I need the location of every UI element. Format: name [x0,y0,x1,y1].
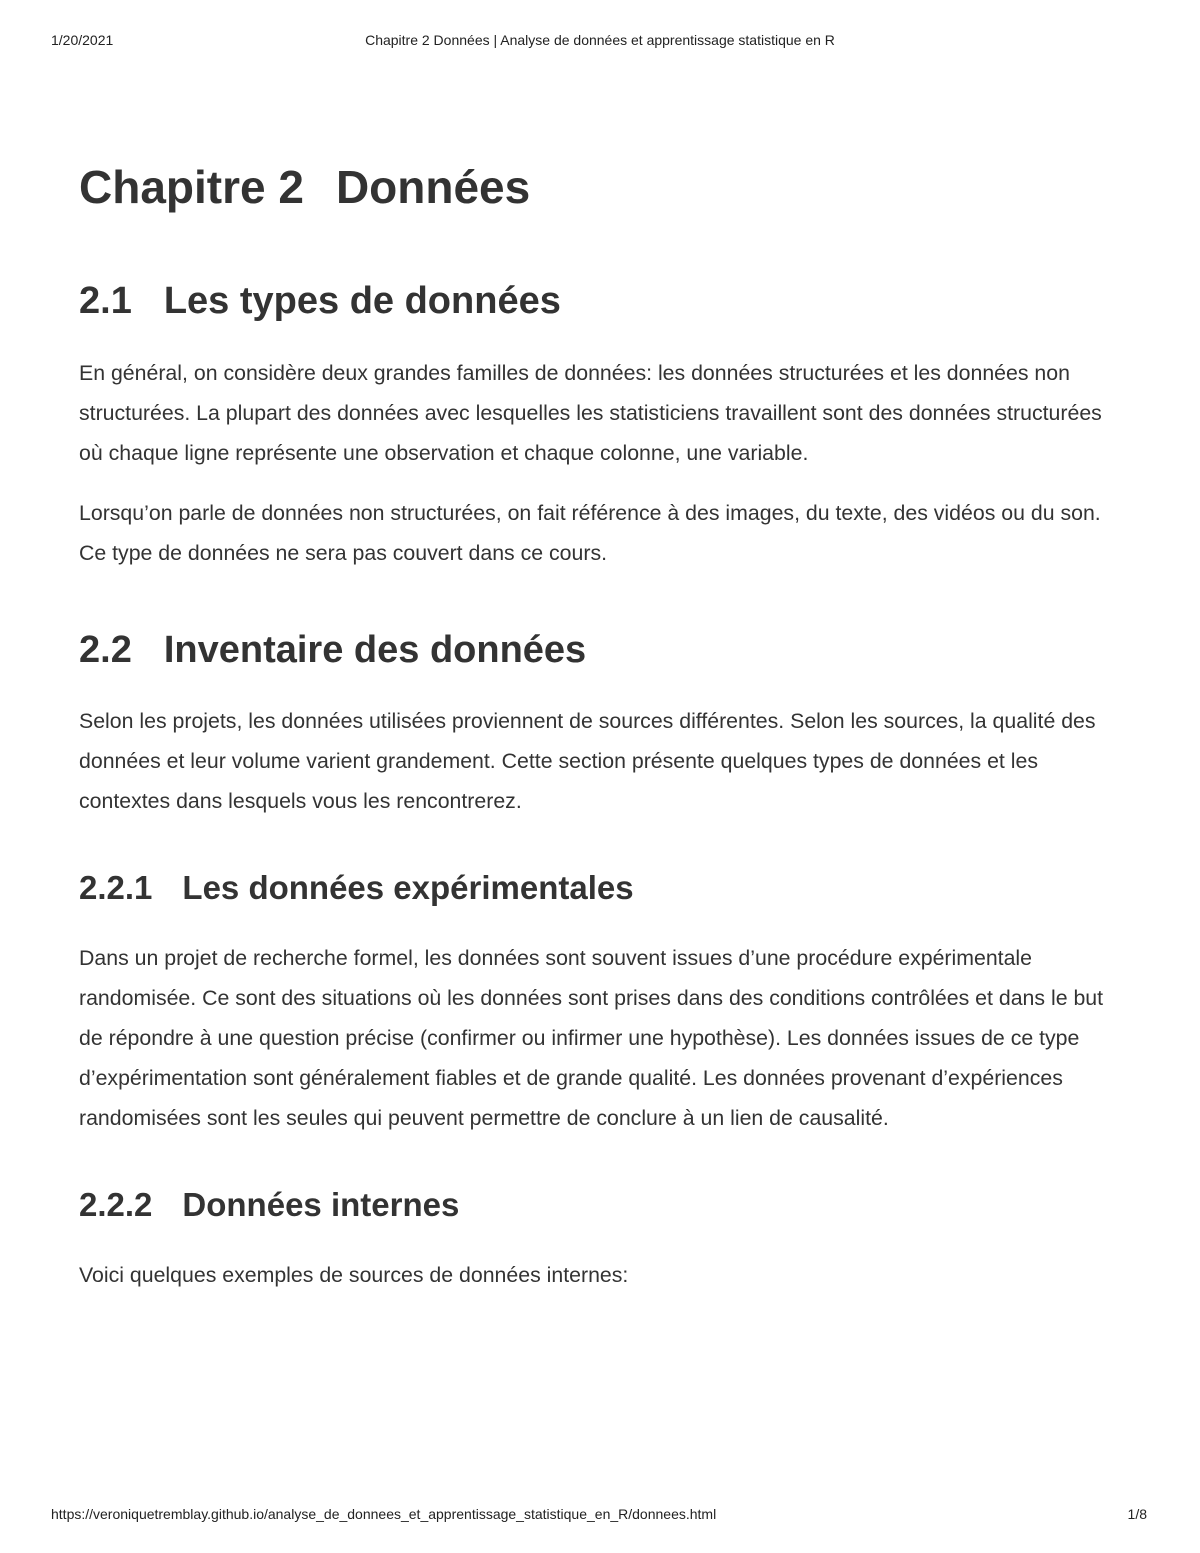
subsection-number: 2.2.1 [79,869,153,907]
page-counter: 1/8 [1127,1506,1147,1522]
paragraph: Selon les projets, les données utilisées proviennent de sources différentes. Selon les sources, la qualité des données et leur volume varient grandement. Cette section présente quelques types de données et les contextes dans lesquels vous les rencontrerez. [79,709,1096,814]
subsection-heading-2-2-1 [79,868,1124,908]
chapter-title [79,160,1124,215]
main-content [79,160,1124,1315]
section-number: 2.1 [79,280,132,323]
section-title: Les types de données [163,280,561,323]
paragraph: Voici quelques exemples de sources de données internes: [79,1262,629,1287]
chapter-title-text: Données [335,161,531,213]
subsection-number: 2.2.2 [79,1185,153,1223]
section-heading-2-1 [79,279,1124,325]
page-url: https://veroniquetremblay.github.io/analyse_de_donnees_et_apprentissage_statistique_en_R/donnees.html [51,1506,717,1522]
paragraph: Dans un projet de recherche formel, les données sont souvent issues d’une procédure expérimentale randomisée. Ce sont des situations où les données sont prises dans des conditions contrôlées et dans le but de répondre à une question précise (confirmer ou infirmer une hypothèse). Les données issues de ce type d’expérimentation sont généralement fiables et de grande qualité. Les données provenant d’expériences randomisées sont les seules qui peuvent permettre de conclure à un lien de causalité. [79,945,1104,1130]
paragraph: En général, on considère deux grandes familles de données: les données structurées et les données non structurées. La plupart des données avec lesquelles les statisticiens travaillent sont des données structurées où chaque ligne représente une observation et chaque colonne, une variable. [79,360,1102,465]
print-page-title: Chapitre 2 Données | Analyse de données et apprentissage statistique en R [365,32,835,48]
subsection-title: Données internes [182,1185,460,1223]
section-heading-2-2 [79,628,1124,674]
section-number: 2.2 [79,628,132,671]
chapter-number: Chapitre 2 [79,161,304,213]
paragraph: Lorsqu’on parle de données non structurées, on fait référence à des images, du texte, des vidéos ou du son. Ce type de données ne sera pas couvert dans ce cours. [79,500,1101,565]
section-title: Inventaire des données [163,628,587,671]
print-date: 1/20/2021 [51,32,114,48]
subsection-heading-2-2-2 [79,1185,1124,1225]
subsection-title: Les données expérimentales [182,869,634,907]
